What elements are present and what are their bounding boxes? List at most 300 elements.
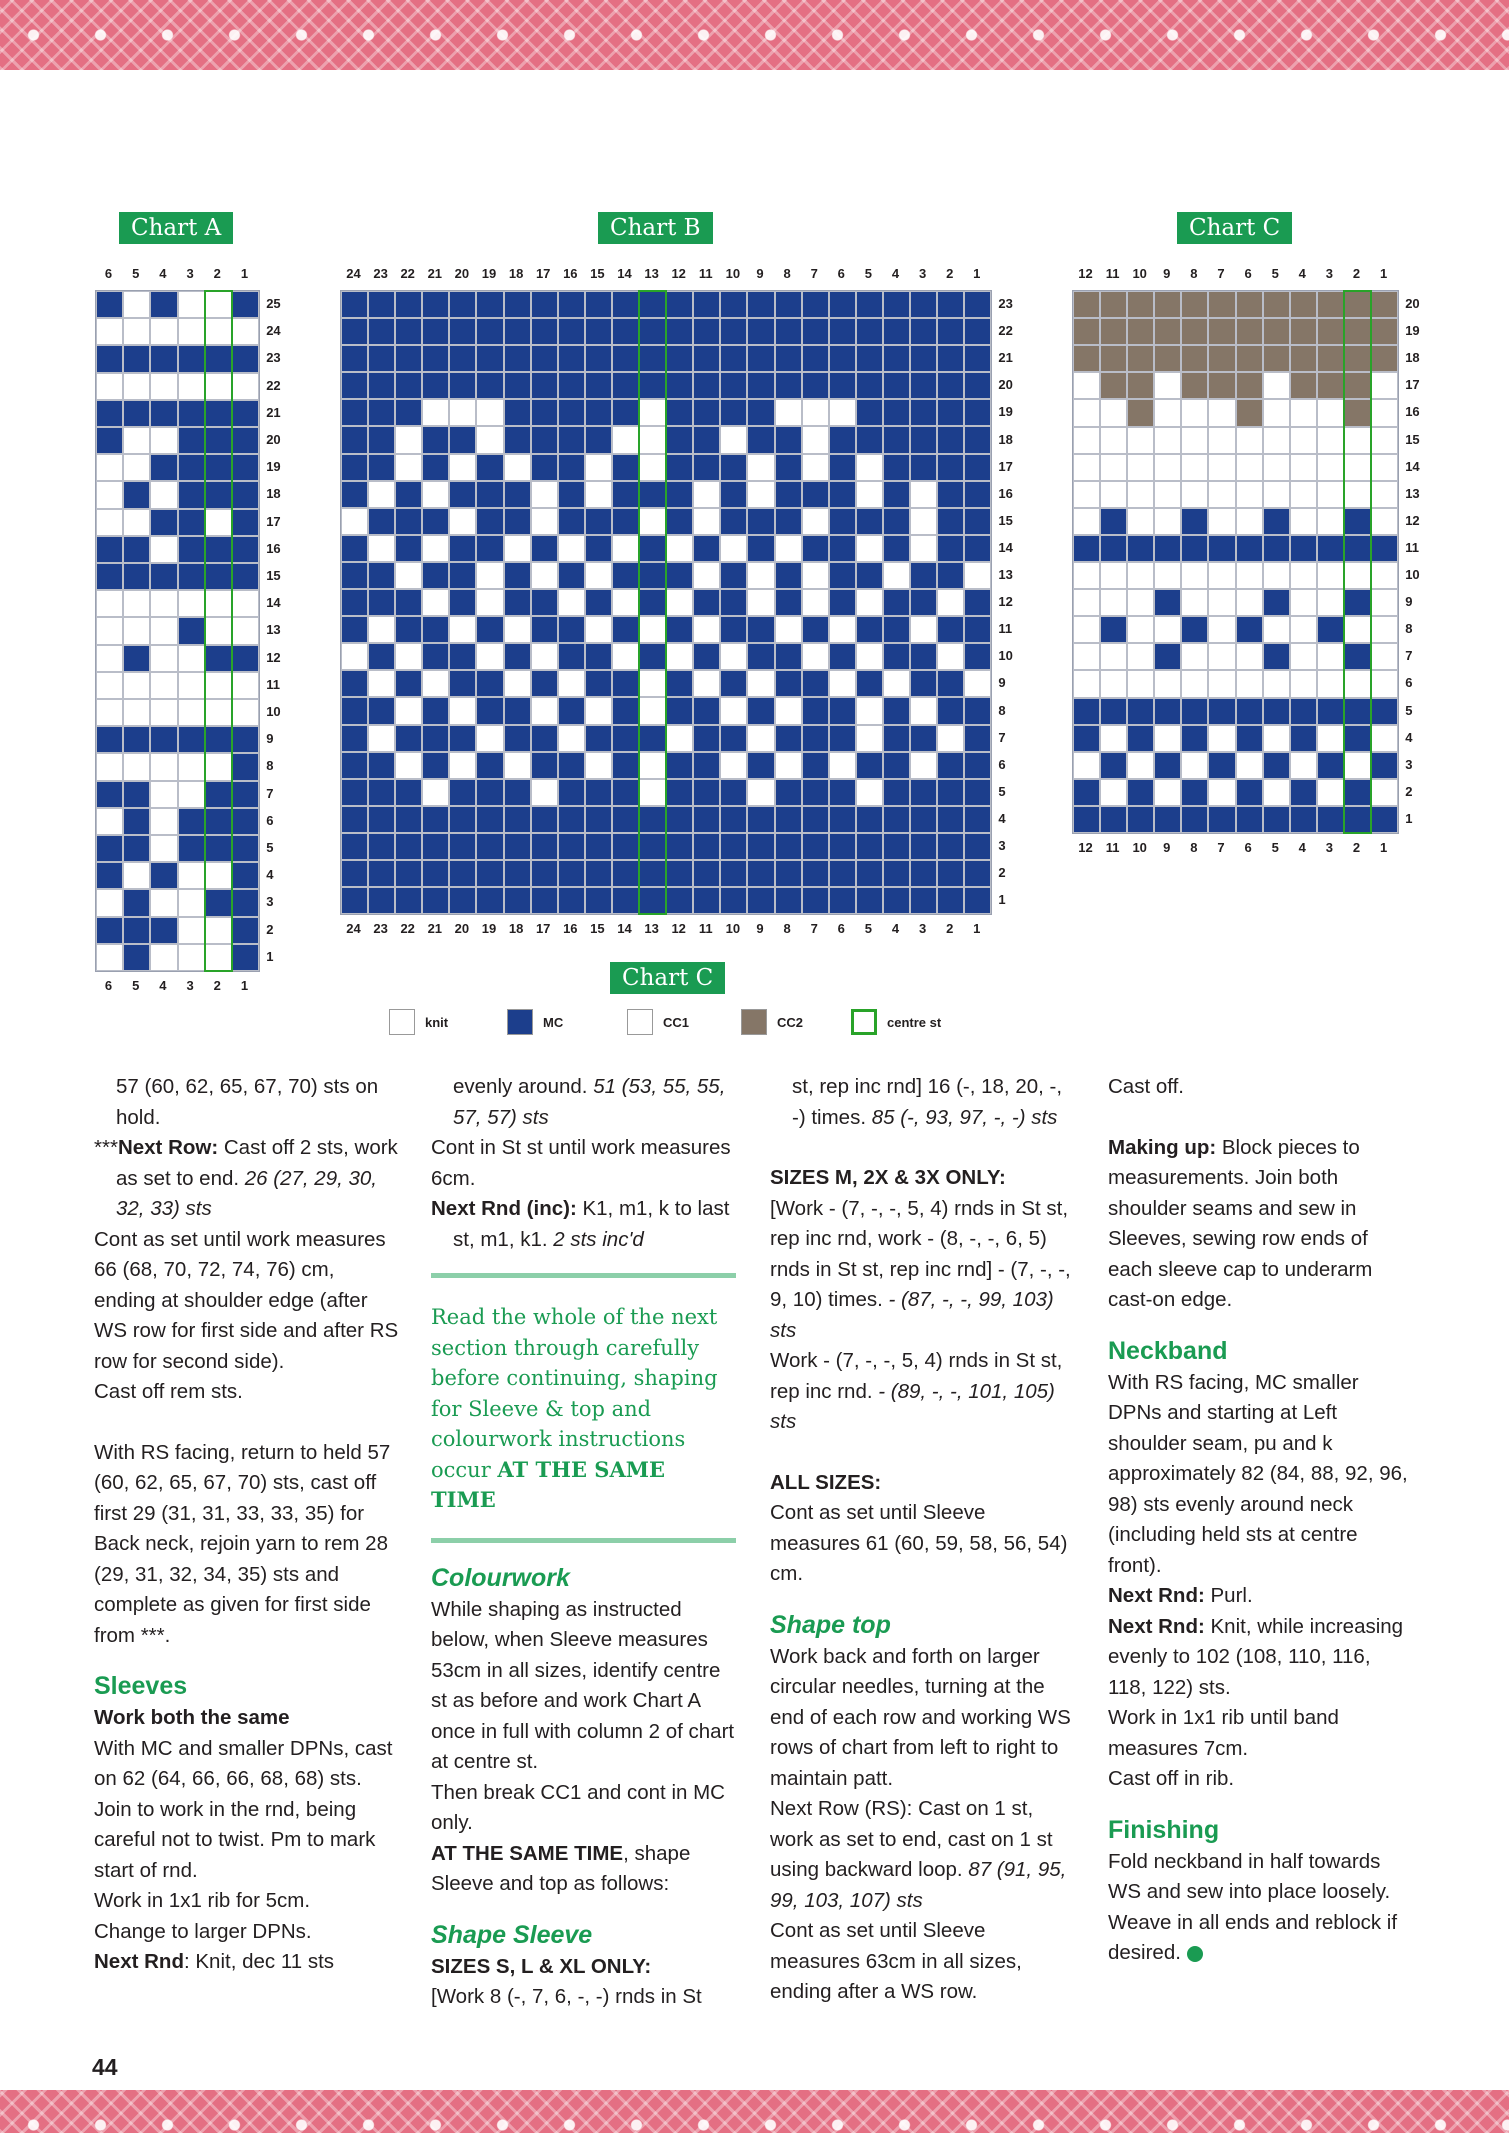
chart-cell <box>612 806 639 833</box>
chart-cell <box>422 372 449 399</box>
chart-cell <box>531 887 558 914</box>
chart-cell <box>612 481 639 508</box>
chart-cell <box>1263 454 1290 481</box>
chart-cell <box>1154 752 1181 779</box>
chart-cell <box>910 318 937 345</box>
chart-cell <box>178 808 205 835</box>
chart-cell <box>910 643 937 670</box>
chart-cell <box>937 589 964 616</box>
row-number: 6 <box>266 812 274 828</box>
para: ***Next Row: Cast off 2 sts, work as set to end. 26 (27, 29, 30, 32, 33) sts <box>94 1136 398 1220</box>
chart-cell <box>1371 643 1398 670</box>
chart-cell <box>1154 643 1181 670</box>
chart-cell <box>1263 670 1290 697</box>
row-number: 18 <box>1405 350 1420 366</box>
chart-cell <box>1371 535 1398 562</box>
para: [Work 8 (-, 7, 6, -, -) rnds in St <box>431 1985 702 2008</box>
chart-cell <box>720 318 747 345</box>
chart-cell <box>150 617 177 644</box>
chart-cell <box>232 917 259 944</box>
column-number: 12 <box>671 921 686 937</box>
chart-cell <box>1263 372 1290 399</box>
column-number: 4 <box>891 266 900 281</box>
chart-cell <box>775 752 802 779</box>
chart-cell <box>150 808 177 835</box>
chart-cell <box>883 345 910 372</box>
chart-cell <box>666 833 693 860</box>
chart-cell <box>1154 562 1181 589</box>
column-number: 16 <box>563 266 578 281</box>
column-number: 18 <box>508 266 524 281</box>
chart-cell <box>1154 589 1181 616</box>
para: Next Rnd (inc): K1, m1, k to last st, m1, k1. 2 sts inc'd <box>431 1197 730 1251</box>
column-number: 4 <box>1298 266 1306 281</box>
chart-cell <box>558 833 585 860</box>
chart-cell <box>178 400 205 427</box>
chart-cell <box>368 616 395 643</box>
chart-cell <box>368 589 395 616</box>
chart-cell <box>856 697 883 724</box>
chart-cell <box>422 454 449 481</box>
chart-cell <box>96 617 123 644</box>
chart-cell <box>883 372 910 399</box>
chart-cell <box>1127 318 1154 345</box>
chart-cell <box>368 535 395 562</box>
chart-cell <box>368 752 395 779</box>
para: [Work - (7, -, -, 5, 4) rnds in St st, rep inc rnd, work - (8, -, -, 6, 5) rnds in St st, rep inc rnd] - (7, -, -, 9, 10) times. - (87, -, -, 99, 103) sts <box>770 1196 1071 1342</box>
chart-cell <box>531 508 558 535</box>
chart-cell <box>612 643 639 670</box>
chart-cell <box>585 562 612 589</box>
chart-cell <box>1263 725 1290 752</box>
chart-cell <box>1290 562 1317 589</box>
column-number: 11 <box>1105 266 1120 281</box>
row-number: 24 <box>266 323 281 339</box>
chart-cell <box>1181 508 1208 535</box>
chart-cell <box>341 589 368 616</box>
chart-cell <box>612 779 639 806</box>
row-number: 15 <box>998 512 1013 528</box>
row-number: 14 <box>1405 458 1420 474</box>
chart-cell <box>531 291 558 318</box>
chart-cell <box>585 426 612 453</box>
chart-cell <box>1154 670 1181 697</box>
chart-cell <box>829 372 856 399</box>
chart-cell <box>341 670 368 697</box>
chart-cell <box>1263 643 1290 670</box>
chart-cell <box>123 645 150 672</box>
chart-cell <box>1317 643 1344 670</box>
column-number: 6 <box>1244 266 1252 281</box>
chart-cell <box>1181 670 1208 697</box>
chart-cell <box>449 345 476 372</box>
chart-cell <box>341 372 368 399</box>
chart-cell <box>747 454 774 481</box>
chart-cell <box>747 616 774 643</box>
chart-cell <box>1236 372 1263 399</box>
chart-cell <box>910 291 937 318</box>
chart-cell <box>341 887 368 914</box>
chart-cell <box>341 779 368 806</box>
chart-cell <box>612 833 639 860</box>
row-number: 4 <box>1405 729 1413 745</box>
chart-cell <box>747 481 774 508</box>
chart-cell <box>504 860 531 887</box>
row-number: 9 <box>998 675 1006 691</box>
chart-cell <box>1317 752 1344 779</box>
chart-cell <box>1154 779 1181 806</box>
chart-cell <box>964 399 991 426</box>
chart-cell <box>747 535 774 562</box>
chart-cell <box>1127 806 1154 833</box>
chart-cell <box>585 779 612 806</box>
row-number: 20 <box>1405 296 1420 311</box>
chart-cell <box>693 589 720 616</box>
legend-centre: centre st <box>851 1007 941 1037</box>
chart-cell <box>693 318 720 345</box>
chart-cell <box>666 616 693 643</box>
chart-cell <box>1290 698 1317 725</box>
chart-cell <box>1181 291 1208 318</box>
chart-cell <box>585 643 612 670</box>
para: Cont as set until work measures 66 (68, 70, 72, 74, 76) cm, ending at shoulder edge (after WS row for first side and after RS row for second side). <box>94 1227 399 1373</box>
chart-cell <box>1236 427 1263 454</box>
chart-cell <box>422 833 449 860</box>
row-number: 8 <box>1405 621 1413 637</box>
chart-cell <box>504 535 531 562</box>
row-number: 8 <box>998 702 1006 718</box>
chart-cell <box>883 291 910 318</box>
column-number: 24 <box>346 266 361 281</box>
chart-cell <box>368 833 395 860</box>
chart-cell <box>1127 535 1154 562</box>
chart-cell <box>1154 454 1181 481</box>
chart-cell <box>720 752 747 779</box>
chart-cell <box>150 373 177 400</box>
chart-cell <box>612 616 639 643</box>
row-number: 4 <box>266 867 274 883</box>
column-number: 3 <box>186 978 194 993</box>
chart-cell <box>96 345 123 372</box>
row-number: 2 <box>1405 783 1413 799</box>
chart-cell <box>1154 291 1181 318</box>
chart-cell <box>422 318 449 345</box>
chart-cell <box>964 670 991 697</box>
heading-neckband: Neckband <box>1108 1336 1228 1365</box>
chart-cell <box>476 670 503 697</box>
chart-cell <box>178 536 205 563</box>
chart-cell <box>585 752 612 779</box>
chart-cell <box>802 860 829 887</box>
chart-cell <box>1317 318 1344 345</box>
para: evenly around. 51 (53, 55, 55, 57, 57) sts <box>453 1075 726 1129</box>
chart-cell <box>937 426 964 453</box>
chart-cell <box>693 697 720 724</box>
chart-cell <box>476 426 503 453</box>
chart-cell <box>1100 481 1127 508</box>
chart-cell <box>1208 454 1235 481</box>
chart-cell <box>1181 454 1208 481</box>
column-number: 1 <box>1379 266 1388 281</box>
chart-cell <box>775 589 802 616</box>
chart-cell <box>150 318 177 345</box>
column-number: 6 <box>837 266 845 281</box>
chart-cell <box>449 318 476 345</box>
chart-cell <box>829 643 856 670</box>
column-number: 1 <box>973 921 981 937</box>
chart-cell <box>612 752 639 779</box>
chart-cell <box>531 670 558 697</box>
chart-cell <box>232 617 259 644</box>
column-number: 2 <box>213 266 221 281</box>
chart-cell <box>178 726 205 753</box>
heading-shape-sleeve: Shape Sleeve <box>431 1920 593 1949</box>
chart-cell <box>1100 698 1127 725</box>
chart-cell <box>1208 698 1235 725</box>
column-number: 4 <box>891 921 900 937</box>
chart-cell <box>693 806 720 833</box>
chart-cell <box>883 806 910 833</box>
row-number: 2 <box>266 921 274 937</box>
chart-cell <box>1263 318 1290 345</box>
chart-cell <box>395 697 422 724</box>
chart-cell <box>937 643 964 670</box>
para: Work in 1x1 rib until band measures 7cm. <box>1108 1706 1339 1760</box>
chart-cell <box>422 426 449 453</box>
chart-cell <box>150 944 177 971</box>
chart-cell <box>476 887 503 914</box>
chart-cell <box>395 345 422 372</box>
chart-cell <box>802 670 829 697</box>
chart-cell <box>612 372 639 399</box>
chart-cell <box>531 752 558 779</box>
chart-cell <box>531 616 558 643</box>
column-number: 1 <box>1379 840 1388 855</box>
column-number: 6 <box>1244 840 1252 855</box>
chart-cell <box>395 291 422 318</box>
chart-cell <box>910 670 937 697</box>
row-number: 20 <box>266 432 281 447</box>
chart-cell <box>449 399 476 426</box>
chart-cell <box>395 454 422 481</box>
column-number: 8 <box>783 266 791 281</box>
chart-cell <box>395 725 422 752</box>
heading-shape-top: Shape top <box>770 1610 891 1639</box>
chart-cell <box>232 291 259 318</box>
chart-cell <box>531 833 558 860</box>
row-number: 22 <box>998 323 1013 339</box>
chart-cell <box>558 508 585 535</box>
chart-cell <box>1127 616 1154 643</box>
chart-cell <box>123 835 150 862</box>
chart-cell <box>1371 589 1398 616</box>
chart-cell <box>232 454 259 481</box>
chart-cell <box>747 697 774 724</box>
chart-cell <box>422 589 449 616</box>
chart-cell <box>476 562 503 589</box>
chart-cell <box>123 481 150 508</box>
chart-cell <box>964 345 991 372</box>
chart-cell <box>585 670 612 697</box>
chart-cell <box>964 616 991 643</box>
chart-cell <box>558 697 585 724</box>
chart-cell <box>666 697 693 724</box>
chart-cell <box>1181 779 1208 806</box>
column-number: 17 <box>535 921 551 937</box>
chart-cell <box>1371 372 1398 399</box>
chart-cell <box>775 860 802 887</box>
chart-cell <box>504 345 531 372</box>
chart-cell <box>96 454 123 481</box>
chart-cell <box>1263 806 1290 833</box>
chart-cell <box>232 835 259 862</box>
chart-cell <box>449 508 476 535</box>
chart-cell <box>178 590 205 617</box>
chart-cell <box>720 616 747 643</box>
chart-cell <box>558 562 585 589</box>
row-number: 3 <box>1405 756 1413 772</box>
chart-cell <box>178 835 205 862</box>
chart-cell <box>964 833 991 860</box>
chart-cell <box>96 726 123 753</box>
row-number: 13 <box>998 567 1013 582</box>
chart-cell <box>1073 670 1100 697</box>
chart-cell <box>693 291 720 318</box>
centre-stitch-outline <box>638 290 667 915</box>
chart-cell <box>747 779 774 806</box>
chart-cell <box>1154 806 1181 833</box>
chart-cell <box>1263 562 1290 589</box>
chart-cell <box>964 508 991 535</box>
column-number: 11 <box>1105 840 1120 855</box>
chart-cell <box>1181 752 1208 779</box>
chart-cell <box>150 427 177 454</box>
chart-cell <box>178 753 205 780</box>
chart-cell <box>123 454 150 481</box>
chart-cell <box>1290 725 1317 752</box>
chart-cell <box>232 509 259 536</box>
chart-cell <box>612 535 639 562</box>
chart-cell <box>775 399 802 426</box>
para: With RS facing, MC smaller DPNs and starting at Left shoulder seam, pu and k approximately 82 (84, 88, 92, 96, 98) sts evenly around neck (including held sts at centre front). <box>1108 1370 1408 1577</box>
chart-cell <box>775 833 802 860</box>
chart-cell <box>531 725 558 752</box>
chart-cell <box>232 781 259 808</box>
column-number: 11 <box>698 921 713 937</box>
chart-cell <box>856 833 883 860</box>
chart-cell <box>693 481 720 508</box>
chart-cell <box>802 589 829 616</box>
chart-cell <box>910 887 937 914</box>
chart-cell <box>1263 589 1290 616</box>
chart-cell <box>368 860 395 887</box>
chart-cell <box>531 562 558 589</box>
chart-cell <box>910 399 937 426</box>
column-number: 7 <box>1217 266 1225 281</box>
row-number: 17 <box>1405 377 1420 393</box>
row-number: 6 <box>1405 675 1413 691</box>
chart-cell <box>558 318 585 345</box>
chart-cell <box>747 752 774 779</box>
chart-cell <box>395 833 422 860</box>
row-number: 14 <box>998 539 1013 555</box>
chart-cell <box>476 372 503 399</box>
chart-cell <box>1263 508 1290 535</box>
chart-cell <box>1100 752 1127 779</box>
chart-cell <box>910 752 937 779</box>
chart-cell <box>802 779 829 806</box>
column-number: 3 <box>1325 840 1333 855</box>
column-number: 5 <box>864 921 872 937</box>
chart-cell <box>1236 454 1263 481</box>
chart-cell <box>829 833 856 860</box>
chart-cell <box>937 860 964 887</box>
para: Cont in St st until work measures 6cm. <box>431 1136 731 1190</box>
chart-cell <box>747 426 774 453</box>
chart-cell <box>1100 454 1127 481</box>
chart-cell <box>1371 616 1398 643</box>
chart-cell <box>449 752 476 779</box>
chart-cell <box>585 372 612 399</box>
chart-cell <box>775 779 802 806</box>
chart-cell <box>1073 616 1100 643</box>
chart-cell <box>720 697 747 724</box>
column-number: 7 <box>1217 840 1225 855</box>
chart-cell <box>449 426 476 453</box>
chart-cell <box>150 645 177 672</box>
chart-cell <box>449 291 476 318</box>
chart-cell <box>422 535 449 562</box>
chart-cell <box>341 318 368 345</box>
chart-cell <box>504 670 531 697</box>
chart-cell <box>937 806 964 833</box>
row-number: 17 <box>266 513 281 529</box>
chart-cell <box>1208 535 1235 562</box>
chart-cell <box>531 589 558 616</box>
chart-cell <box>1317 779 1344 806</box>
chart-cell <box>476 725 503 752</box>
column-number: 8 <box>1190 266 1198 281</box>
column-number: 14 <box>617 266 632 281</box>
row-number: 11 <box>266 676 280 692</box>
chart-cell <box>747 860 774 887</box>
chart-cell <box>829 535 856 562</box>
chart-cell <box>883 752 910 779</box>
row-number: 15 <box>266 568 281 583</box>
chart-cell <box>1073 698 1100 725</box>
chart-cell <box>476 860 503 887</box>
column-number: 6 <box>104 266 113 281</box>
chart-cell <box>829 399 856 426</box>
chart-cell <box>558 752 585 779</box>
chart-cell <box>232 862 259 889</box>
chart-cell <box>747 562 774 589</box>
chart-cell <box>883 535 910 562</box>
chart-cell <box>856 399 883 426</box>
chart-cell <box>775 806 802 833</box>
chart-cell <box>232 536 259 563</box>
chart-cell <box>1290 670 1317 697</box>
chart-cell <box>937 833 964 860</box>
chart-cell <box>856 535 883 562</box>
chart-cell <box>96 944 123 971</box>
chart-cell <box>1208 806 1235 833</box>
chart-cell <box>747 372 774 399</box>
chart-cell <box>504 481 531 508</box>
column-number: 14 <box>617 921 632 937</box>
column-number: 16 <box>563 921 578 937</box>
chart-cell <box>422 752 449 779</box>
